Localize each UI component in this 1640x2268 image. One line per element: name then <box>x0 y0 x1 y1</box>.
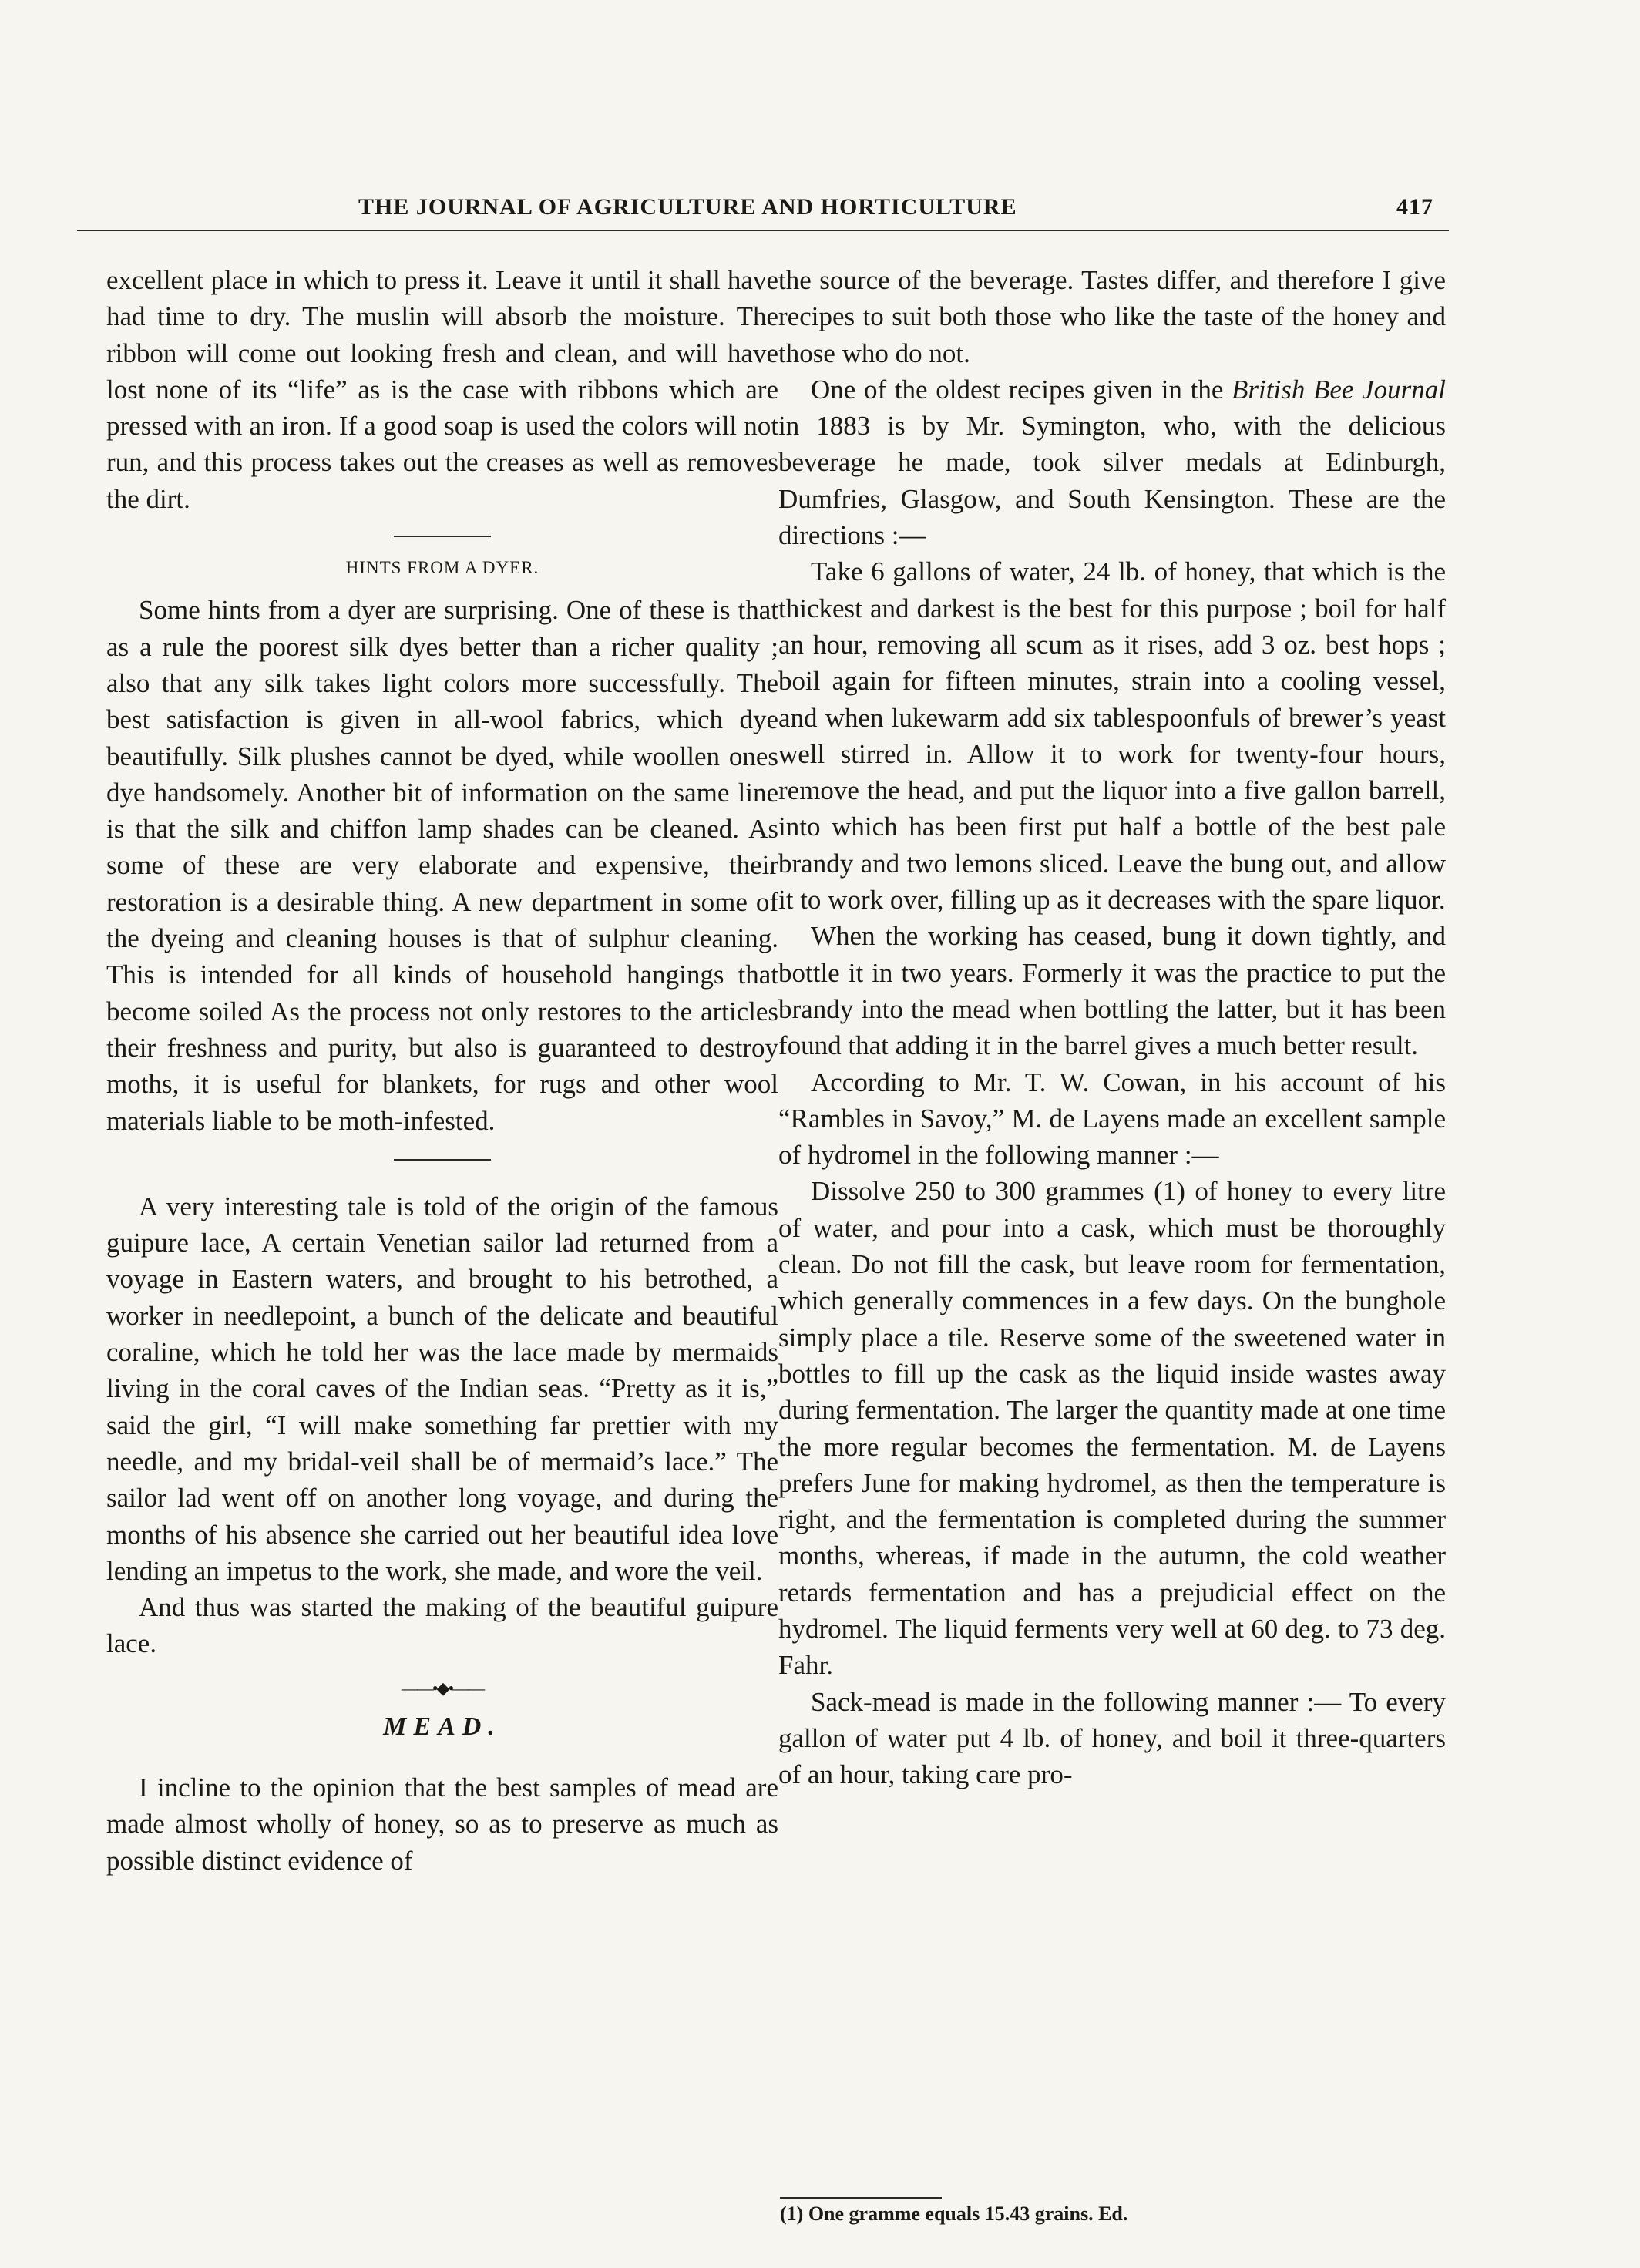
running-title: THE JOURNAL OF AGRICULTURE AND HORTICULTURE <box>358 194 1017 220</box>
ribbon-paragraph: excellent place in which to press it. Leave it until it shall have had time to dry. The muslin will absorb the moisture. The ribbon will come out looking fresh and clean, and will have lost none of its “life” as is the case with ribbons which are pressed with an iron. If a good soap is used the colors will not run, and this process takes out the creases as well as removes the dirt. <box>106 265 778 514</box>
recipe-paragraph: Take 6 gallons of water, 24 lb. of honey, that which is the thickest and darkest is the best for this purpose ; boil for half an hour, removing all scum as it rises, add 3 oz. best hops ; boil again for fifteen minutes, strain into a cooling vessel, and when lukewarm add six tablespoonfuls of brewer’s yeast well stirred in. Allow it to work for twenty-four hours, remove the head, and put the liquor into a five gallon barrell, into which has been first put half a bottle of the best pale brandy and two lemons sliced. Leave the bung out, and allow it to work over, filling up as it decreases with the spare liquor. <box>778 556 1446 916</box>
ornament-divider: ——•◆•—— <box>401 1678 484 1698</box>
hints-paragraph: Some hints from a dyer are surprising. One of these is that as a rule the poorest silk dyes better than a richer quality ; also that any silk takes light colors more successfully. The best satisfaction is given in all-wool fabrics, which dye beautifully. Silk plushes cannot be dyed, while woollen ones dye handsomely. Another bit of information on the same line is that the silk and chiffon lamp shades can be cleaned. As some of these are very elaborate and expensive, their restoration is a desirable thing. A new department in some of the dyeing and cleaning houses is that of sulphur cleaning. This is intended for all kinds of household hangings that become soiled As the process not only restores to the articles their freshness and purity, but also is guaranteed to destroy moths, it is useful for blankets, for rugs and other wool materials liable to be moth-infested. <box>106 595 778 1136</box>
left-column <box>106 262 778 1879</box>
journal-name: British Bee Journal <box>1232 374 1446 405</box>
bottling-paragraph: When the working has ceased, bung it down tightly, and bottle it in two years. Formerly it was the practice to put the brandy into the mead when bottling the latter, but it has been found that adding it in the barrel gives a much better result. <box>778 921 1446 1061</box>
hints-heading: HINTS FROM A DYER. <box>345 558 539 578</box>
page-number: 417 <box>1396 194 1433 220</box>
symington-paragraph: One of the oldest recipes given in the British Bee Journal in 1883 is by Mr. Symington, who, with the delicious beverage he made, took silver medals at Edinburgh, Dumfries, Glasgow, and South Kensington. These are the directions :— <box>778 374 1446 551</box>
mead-continued-paragraph: the source of the beverage. Tastes differ, and therefore I give recipes to suit both those who like the taste of the honey and those who do not. <box>778 265 1446 368</box>
sack-mead-paragraph: Sack-mead is made in the following manner :— To every gallon of water put 4 lb. of honey, and boil it three-quarters of an hour, taking care pro- <box>778 1686 1446 1790</box>
section-divider <box>394 536 491 537</box>
footnote-rule <box>780 2197 942 2199</box>
lace-paragraph: A very interesting tale is told of the origin of the famous guipure lace, A certain Venetian sailor lad returned from a voyage in Eastern waters, and brought to his betrothed, a worker in needlepoint, a bunch of the delicate and beautiful coraline, which he told her was the lace made by mermaids living in the coral caves of the Indian seas. “Pretty as it is,” said the girl, “I will make something far prettier with my needle, and my bridal-veil shall be of mermaid’s lace.” The sailor lad went off on another long voyage, and during the months of his absence she carried out her beautiful idea love lending an impetus to the work, she made, and wore the veil. <box>106 1191 778 1586</box>
mead-heading: MEAD. <box>383 1712 502 1741</box>
mead-paragraph: I incline to the opinion that the best samples of mead are made almost wholly of honey, so as to preserve as much as possible distinct evidence of <box>106 1772 778 1876</box>
footnote: (1) One gramme equals 15.43 grains. Ed. <box>780 2202 1128 2225</box>
right-column <box>778 262 1446 1793</box>
header-rule <box>77 230 1449 231</box>
lace-closing: And thus was started the making of the beautiful guipure lace. <box>106 1592 778 1659</box>
cowan-paragraph: According to Mr. T. W. Cowan, in his account of his “Rambles in Savoy,” M. de Layens made an excellent sample of hydromel in the following manner :— <box>778 1067 1446 1171</box>
hydromel-paragraph: Dissolve 250 to 300 grammes (1) of honey to every litre of water, and pour into a cask, which must be thoroughly clean. Do not fill the cask, but leave room for fermentation, which generally commences in a few days. On the bunghole simply place a tile. Reserve some of the sweetened water in bottles to fill up the cask as the liquid inside wastes away during fermentation. The larger the quantity made at one time the more regular becomes the fermentation. M. de Layens prefers June for making hydromel, as then the temperature is right, and the fermentation is completed during the summer months, whereas, if made in the autumn, the cold weather retards fermentation and has a prejudicial effect on the hydromel. The liquid ferments very well at 60 deg. to 73 deg. Fahr. <box>778 1176 1446 1681</box>
running-header <box>358 190 1433 230</box>
